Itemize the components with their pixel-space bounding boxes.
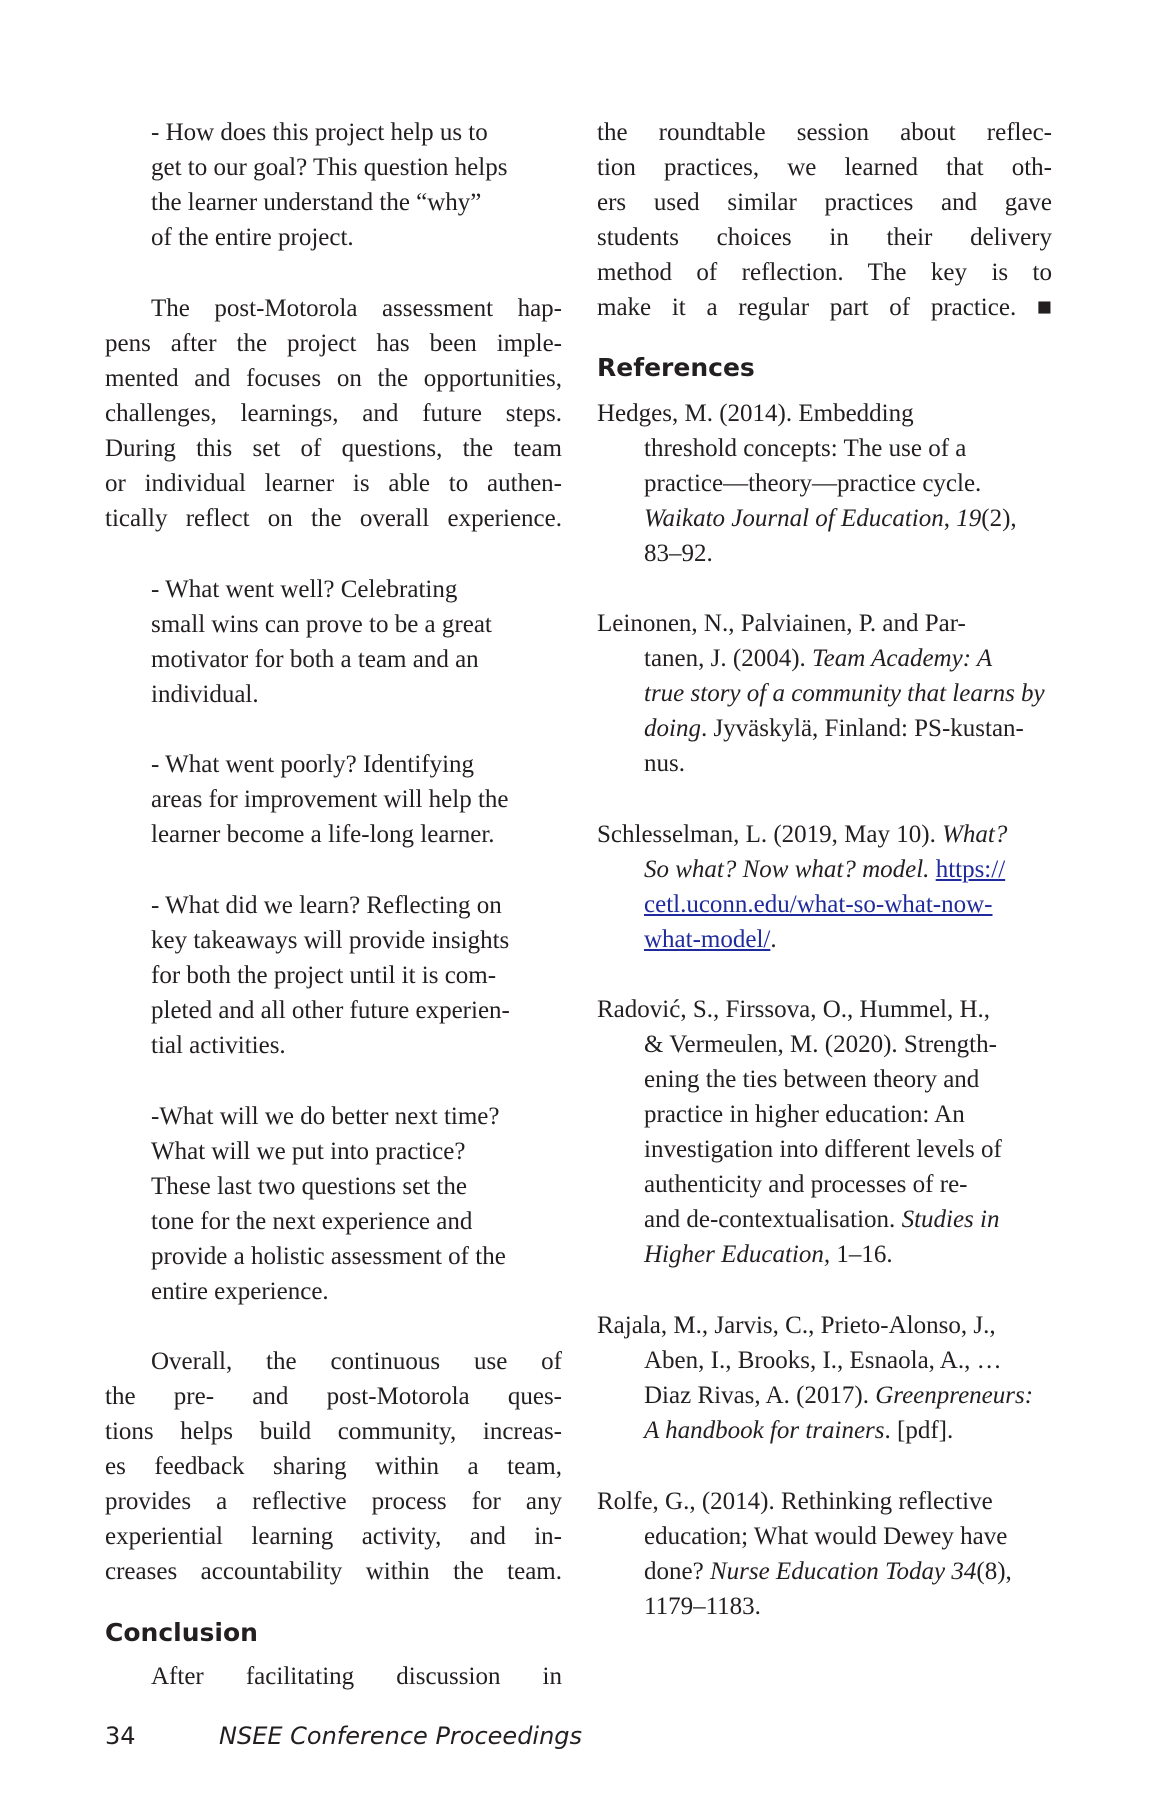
- reference-italic-text: A handbook for trainers: [644, 1417, 885, 1444]
- text-line: tions helps build community, increas-: [105, 1418, 562, 1445]
- text-line: tically reflect on the overall experience.: [105, 505, 562, 532]
- reference-italic-text: Nurse Education Today 34: [709, 1558, 977, 1585]
- reference-line: [597, 1308, 1033, 1343]
- text-line: -What will we do better next time?: [151, 1103, 500, 1130]
- publication-title: NSEE Conference Proceedings: [219, 1722, 583, 1750]
- reference-text: . [pdf].: [884, 1417, 954, 1444]
- text-line: These last two questions set the: [151, 1173, 467, 1200]
- text-line: get to our goal? This question helps: [151, 154, 508, 181]
- reference-text: and de-contextualisation.: [644, 1206, 902, 1233]
- reference-text: Rolfe, G., (2014). Rethinking reflective: [597, 1488, 993, 1515]
- text-line: mented and focuses on the opportunities,: [105, 365, 562, 392]
- reference-text: practice—theory—practice cycle.: [644, 470, 982, 497]
- paragraph: [105, 1659, 562, 1694]
- reference-italic-text: Higher Education,: [644, 1241, 831, 1268]
- reference-text: Leinonen, N., Palviainen, P. and Par-: [597, 610, 966, 637]
- reference-line: [597, 676, 1045, 711]
- text-line: pens after the project has been imple-: [105, 330, 562, 357]
- conclusion-paragraph: [597, 115, 1052, 325]
- text-line: key takeaways will provide insights: [151, 927, 510, 954]
- reference-line: [597, 746, 1045, 781]
- text-line: or individual learner is able to authen-: [105, 470, 562, 497]
- reference-text: (2),: [981, 505, 1017, 532]
- text-line: small wins can prove to be a great: [151, 611, 492, 638]
- question-item: [151, 888, 510, 1063]
- text-line: tone for the next experience and: [151, 1208, 473, 1235]
- reference-line: [597, 606, 1045, 641]
- reference-text: & Vermeulen, M. (2020). Strength-: [644, 1031, 997, 1058]
- question-item: [151, 115, 507, 255]
- conclusion-heading: Conclusion: [105, 1618, 258, 1647]
- text-line: - What went well? Celebrating: [151, 576, 458, 603]
- reference-text: 1179–1183.: [644, 1593, 761, 1620]
- reference-line: [597, 1237, 1002, 1272]
- text-line: Overall, the continuous use of: [151, 1348, 562, 1375]
- reference-text: investigation into different levels of: [644, 1136, 1002, 1163]
- reference-italic-text: Studies in: [901, 1206, 1000, 1233]
- reference-entry: [597, 1484, 1012, 1624]
- reference-italic-text: Team Academy: A: [812, 645, 993, 672]
- text-line: provides a reflective process for any: [105, 1488, 562, 1515]
- text-line: es feedback sharing within a team,: [105, 1453, 562, 1480]
- reference-line: [597, 1062, 1002, 1097]
- reference-line: [597, 396, 1017, 431]
- reference-text: tanen, J. (2004).: [644, 645, 813, 672]
- reference-line: [597, 1132, 1002, 1167]
- reference-text: ening the ties between theory and: [644, 1066, 980, 1093]
- text-line: the pre- and post-Motorola ques-: [105, 1383, 562, 1410]
- text-line: the learner understand the “why”: [151, 189, 482, 216]
- text-line: of the entire project.: [151, 224, 354, 251]
- reference-italic-text: Waikato Journal of Education: [644, 505, 944, 532]
- reference-line: [597, 431, 1017, 466]
- reference-line: [597, 501, 1017, 536]
- text-line: After facilitating discussion in: [151, 1663, 562, 1690]
- reference-text: (8),: [976, 1558, 1012, 1585]
- reference-text: 1–16.: [830, 1241, 893, 1268]
- reference-line: [597, 922, 1007, 957]
- reference-line: [597, 1589, 1012, 1624]
- reference-text: . Jyväskylä, Finland: PS-kustan-: [700, 715, 1024, 742]
- reference-entry: [597, 817, 1007, 957]
- reference-line: [597, 1519, 1012, 1554]
- reference-text: authenticity and processes of re-: [644, 1171, 968, 1198]
- text-line: The post-Motorola assessment hap-: [151, 295, 562, 322]
- reference-line: [597, 1484, 1012, 1519]
- reference-link[interactable]: what-model/: [644, 926, 771, 953]
- reference-italic-text: true story of a community that learns by: [644, 680, 1045, 707]
- references-heading: References: [597, 353, 755, 382]
- reference-line: [597, 1413, 1033, 1448]
- text-line: What will we put into practice?: [151, 1138, 466, 1165]
- text-line: During this set of questions, the team: [105, 435, 562, 462]
- question-item: [151, 747, 509, 852]
- text-line: challenges, learnings, and future steps.: [105, 400, 562, 427]
- reference-entry: [597, 396, 1017, 571]
- reference-line: [597, 641, 1045, 676]
- reference-line: [597, 1202, 1002, 1237]
- reference-entry: [597, 992, 1002, 1272]
- reference-line: [597, 1343, 1033, 1378]
- text-line: pleted and all other future experien-: [151, 997, 510, 1024]
- text-line: for both the project until it is com-: [151, 962, 497, 989]
- reference-text: education; What would Dewey have: [644, 1523, 1008, 1550]
- reference-line: [597, 1378, 1033, 1413]
- text-line: - How does this project help us to: [151, 119, 488, 146]
- reference-text: done?: [644, 1558, 710, 1585]
- reference-text: Rajala, M., Jarvis, C., Prieto-Alonso, J.,: [597, 1312, 996, 1339]
- reference-line: [597, 887, 1007, 922]
- reference-line: [597, 852, 1007, 887]
- text-line: experiential learning activity, and in-: [105, 1523, 562, 1550]
- text-line: motivator for both a team and an: [151, 646, 479, 673]
- reference-line: [597, 817, 1007, 852]
- reference-line: [597, 1027, 1002, 1062]
- reference-line: [597, 536, 1017, 571]
- reference-line: [597, 992, 1002, 1027]
- question-item: [151, 1099, 506, 1309]
- reference-entry: [597, 1308, 1033, 1448]
- text-line: the roundtable session about reflec-: [597, 119, 1052, 146]
- question-item: [151, 572, 492, 712]
- text-line: individual.: [151, 681, 259, 708]
- reference-entry: [597, 606, 1045, 781]
- reference-italic-text: So what? Now what? model.: [644, 856, 930, 883]
- reference-text: .: [770, 926, 777, 953]
- text-line: entire experience.: [151, 1278, 329, 1305]
- text-line: learner become a life-long learner.: [151, 821, 495, 848]
- reference-text: Radović, S., Firssova, O., Hummel, H.,: [597, 996, 991, 1023]
- reference-italic-text: Greenpreneurs:: [875, 1382, 1034, 1409]
- reference-italic-text: 19: [956, 505, 982, 532]
- page-number: 34: [105, 1722, 136, 1750]
- text-line: ers used similar practices and gave: [597, 189, 1052, 216]
- text-line: provide a holistic assessment of the: [151, 1243, 506, 1270]
- text-line: tial activities.: [151, 1032, 286, 1059]
- reference-italic-text: What?: [942, 821, 1008, 848]
- text-line: - What went poorly? Identifying: [151, 751, 475, 778]
- reference-line: [597, 1097, 1002, 1132]
- reference-text: Aben, I., Brooks, I., Esnaola, A., …: [644, 1347, 1002, 1374]
- reference-line: [597, 1167, 1002, 1202]
- reference-text: Hedges, M. (2014). Embedding: [597, 400, 914, 427]
- text-line: - What did we learn? Reflecting on: [151, 892, 502, 919]
- text-line: creases accountability within the team.: [105, 1558, 562, 1585]
- reference-text: practice in higher education: An: [644, 1101, 965, 1128]
- reference-text: Schlesselman, L. (2019, May 10).: [597, 821, 943, 848]
- reference-text: ,: [943, 505, 957, 532]
- reference-link[interactable]: https://: [935, 856, 1006, 883]
- reference-line: [597, 466, 1017, 501]
- paragraph: [105, 1344, 562, 1589]
- reference-line: [597, 711, 1045, 746]
- text-line: tion practices, we learned that oth-: [597, 154, 1052, 181]
- paragraph: [105, 291, 562, 536]
- reference-italic-text: doing: [644, 715, 701, 742]
- reference-text: Diaz Rivas, A. (2017).: [644, 1382, 876, 1409]
- reference-text: nus.: [644, 750, 685, 777]
- text-line: students choices in their delivery: [597, 224, 1052, 251]
- text-line: areas for improvement will help the: [151, 786, 509, 813]
- reference-link[interactable]: cetl.uconn.edu/what-so-what-now-: [644, 891, 993, 918]
- reference-line: [597, 1554, 1012, 1589]
- reference-text: 83–92.: [644, 540, 713, 567]
- reference-text: threshold concepts: The use of a: [644, 435, 967, 462]
- text-line: method of reflection. The key is to: [597, 259, 1052, 286]
- text-line: make it a regular part of practice. ■: [597, 294, 1052, 321]
